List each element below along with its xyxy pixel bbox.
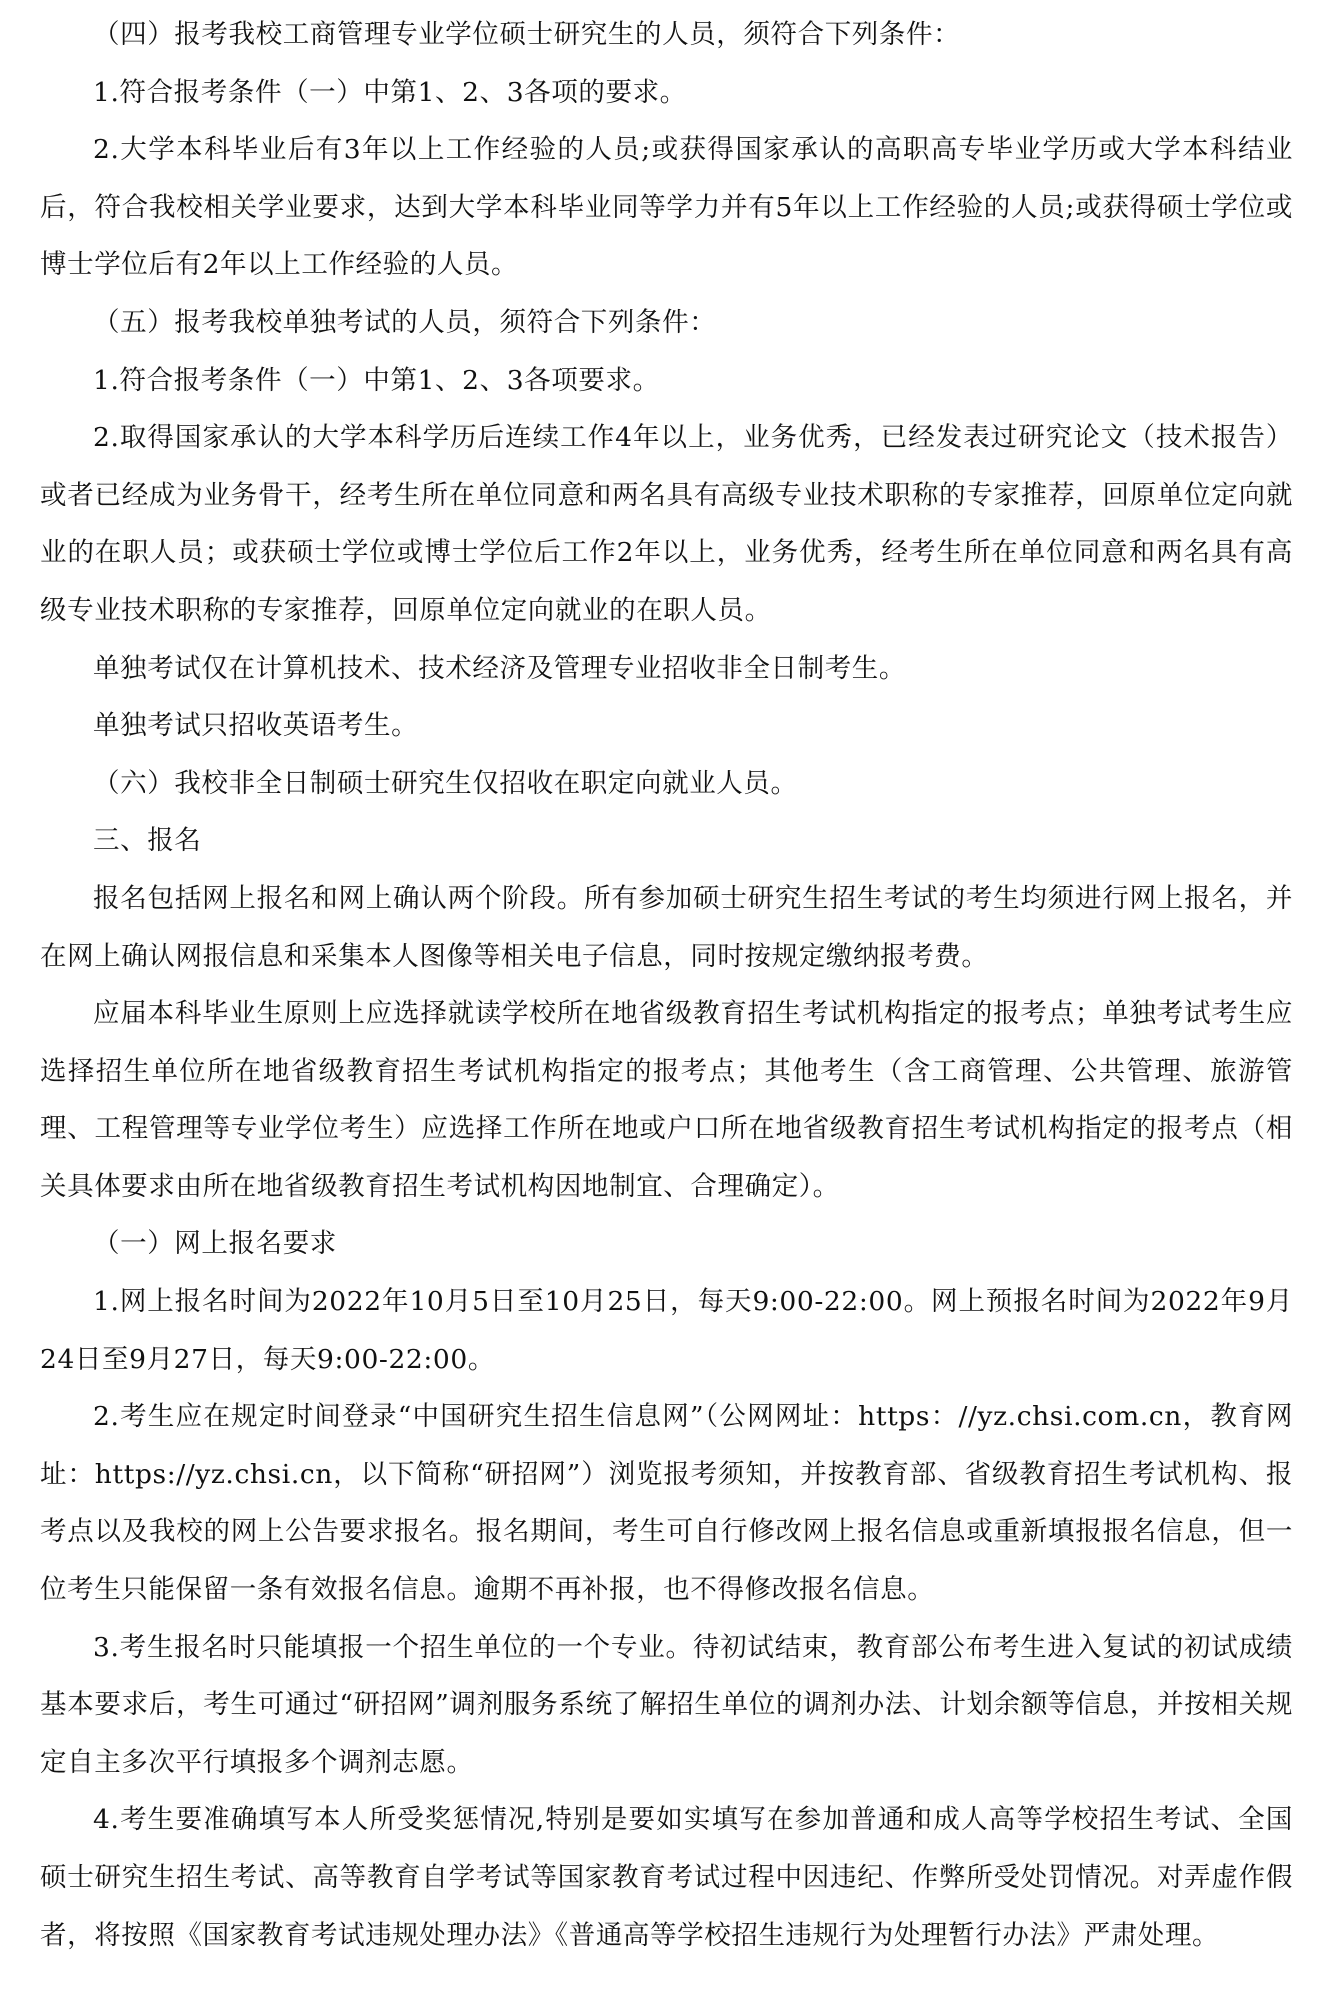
clause-4-item-1: 1.符合报考条件（一）中第1、2、3各项的要求。 xyxy=(93,76,687,108)
section-3-title: 三、报名 xyxy=(93,825,202,857)
clause-5-heading: （五）报考我校单独考试的人员，须符合下列条件： xyxy=(93,306,717,338)
clause-4-item-2: 2.大学本科毕业后有3年以上工作经验的人员;或获得国家承认的高职高专毕业学历或大学本科结业后，符合我校相关学业要求，达到大学本科毕业同等学力并有5年以上工作经验的人员;或获得硕士学位或博士学位后有2年以上工作经验的人员。 xyxy=(40,134,1293,281)
registration-site-selection: 应届本科毕业生原则上应选择就读学校所在地省级教育招生考试机构指定的报考点；单独考试考生应选择招生单位所在地省级教育招生考试机构指定的报考点；其他考生（含工商管理、公共管理、旅游管理、工程管理等专业学位考生）应选择工作所在地或户口所在地省级教育招生考试机构指定的报考点（相关具体要求由所在地省级教育招生考试机构因地制宜、合理确定）。 xyxy=(40,998,1293,1202)
online-item-4-honesty: 4.考生要准确填写本人所受奖惩情况,特别是要如实填写在参加普通和成人高等学校招生考试、全国硕士研究生招生考试、高等教育自学考试等国家教育考试过程中因违纪、作弊所受处罚情况。对弄虚作假者，将按照《国家教育考试违规处理办法》《普通高等学校招生违规行为处理暂行办法》严肃处理。 xyxy=(40,1804,1293,1951)
clause-4-heading: （四）报考我校工商管理专业学位硕士研究生的人员，须符合下列条件： xyxy=(93,19,961,50)
online-item-3-single-major: 3.考生报名时只能填报一个招生单位的一个专业。待初试结束，教育部公布考生进入复试的初试成绩基本要求后，考生可通过“研招网”调剂服务系统了解招生单位的调剂办法、计划余额等信息，并按相关规定自主多次平行填报多个调剂志愿。 xyxy=(40,1631,1293,1778)
online-item-2-website: 2.考生应在规定时间登录“中国研究生招生信息网”（公网网址：https：//yz.chsi.com.cn，教育网址：https://yz.chsi.cn，以下简称“研招网”）浏览报考须知，并按教育部、省级教育招生考试机构、报考点以及我校的网上公告要求报名。报名期间，考生可自行修改网上报名信息或重新填报报名信息，但一位考生只能保留一条有效报名信息。逾期不再补报，也不得修改报名信息。 xyxy=(40,1401,1293,1606)
single-exam-english-note: 单独考试只招收英语考生。 xyxy=(93,710,419,742)
registration-overview: 报名包括网上报名和网上确认两个阶段。所有参加硕士研究生招生考试的考生均须进行网上报名，并在网上确认网报信息和采集本人图像等相关电子信息，同时按规定缴纳报考费。 xyxy=(40,882,1293,972)
clause-5-item-2: 2.取得国家承认的大学本科学历后连续工作4年以上，业务优秀，已经发表过研究论文（技术报告）或者已经成为业务骨干，经考生所在单位同意和两名具有高级专业技术职称的专家推荐，回原单位定向就业的在职人员；或获硕士学位或博士学位后工作2年以上，业务优秀，经考生所在单位同意和两名具有高级专业技术职称的专家推荐，回原单位定向就业的在职人员。 xyxy=(40,422,1293,626)
clause-6-heading: （六）我校非全日制硕士研究生仅招收在职定向就业人员。 xyxy=(93,767,798,799)
single-exam-majors-note: 单独考试仅在计算机技术、技术经济及管理专业招收非全日制考生。 xyxy=(93,652,906,684)
clause-5-item-1: 1.符合报考条件（一）中第1、2、3各项要求。 xyxy=(93,364,660,396)
online-item-1-dates: 1.网上报名时间为2022年10月5日至10月25日，每天9:00-22:00。网上预报名时间为2022年9月24日至9月27日，每天9:00-22:00。 xyxy=(40,1286,1293,1375)
online-registration-heading: （一）网上报名要求 xyxy=(93,1228,337,1260)
